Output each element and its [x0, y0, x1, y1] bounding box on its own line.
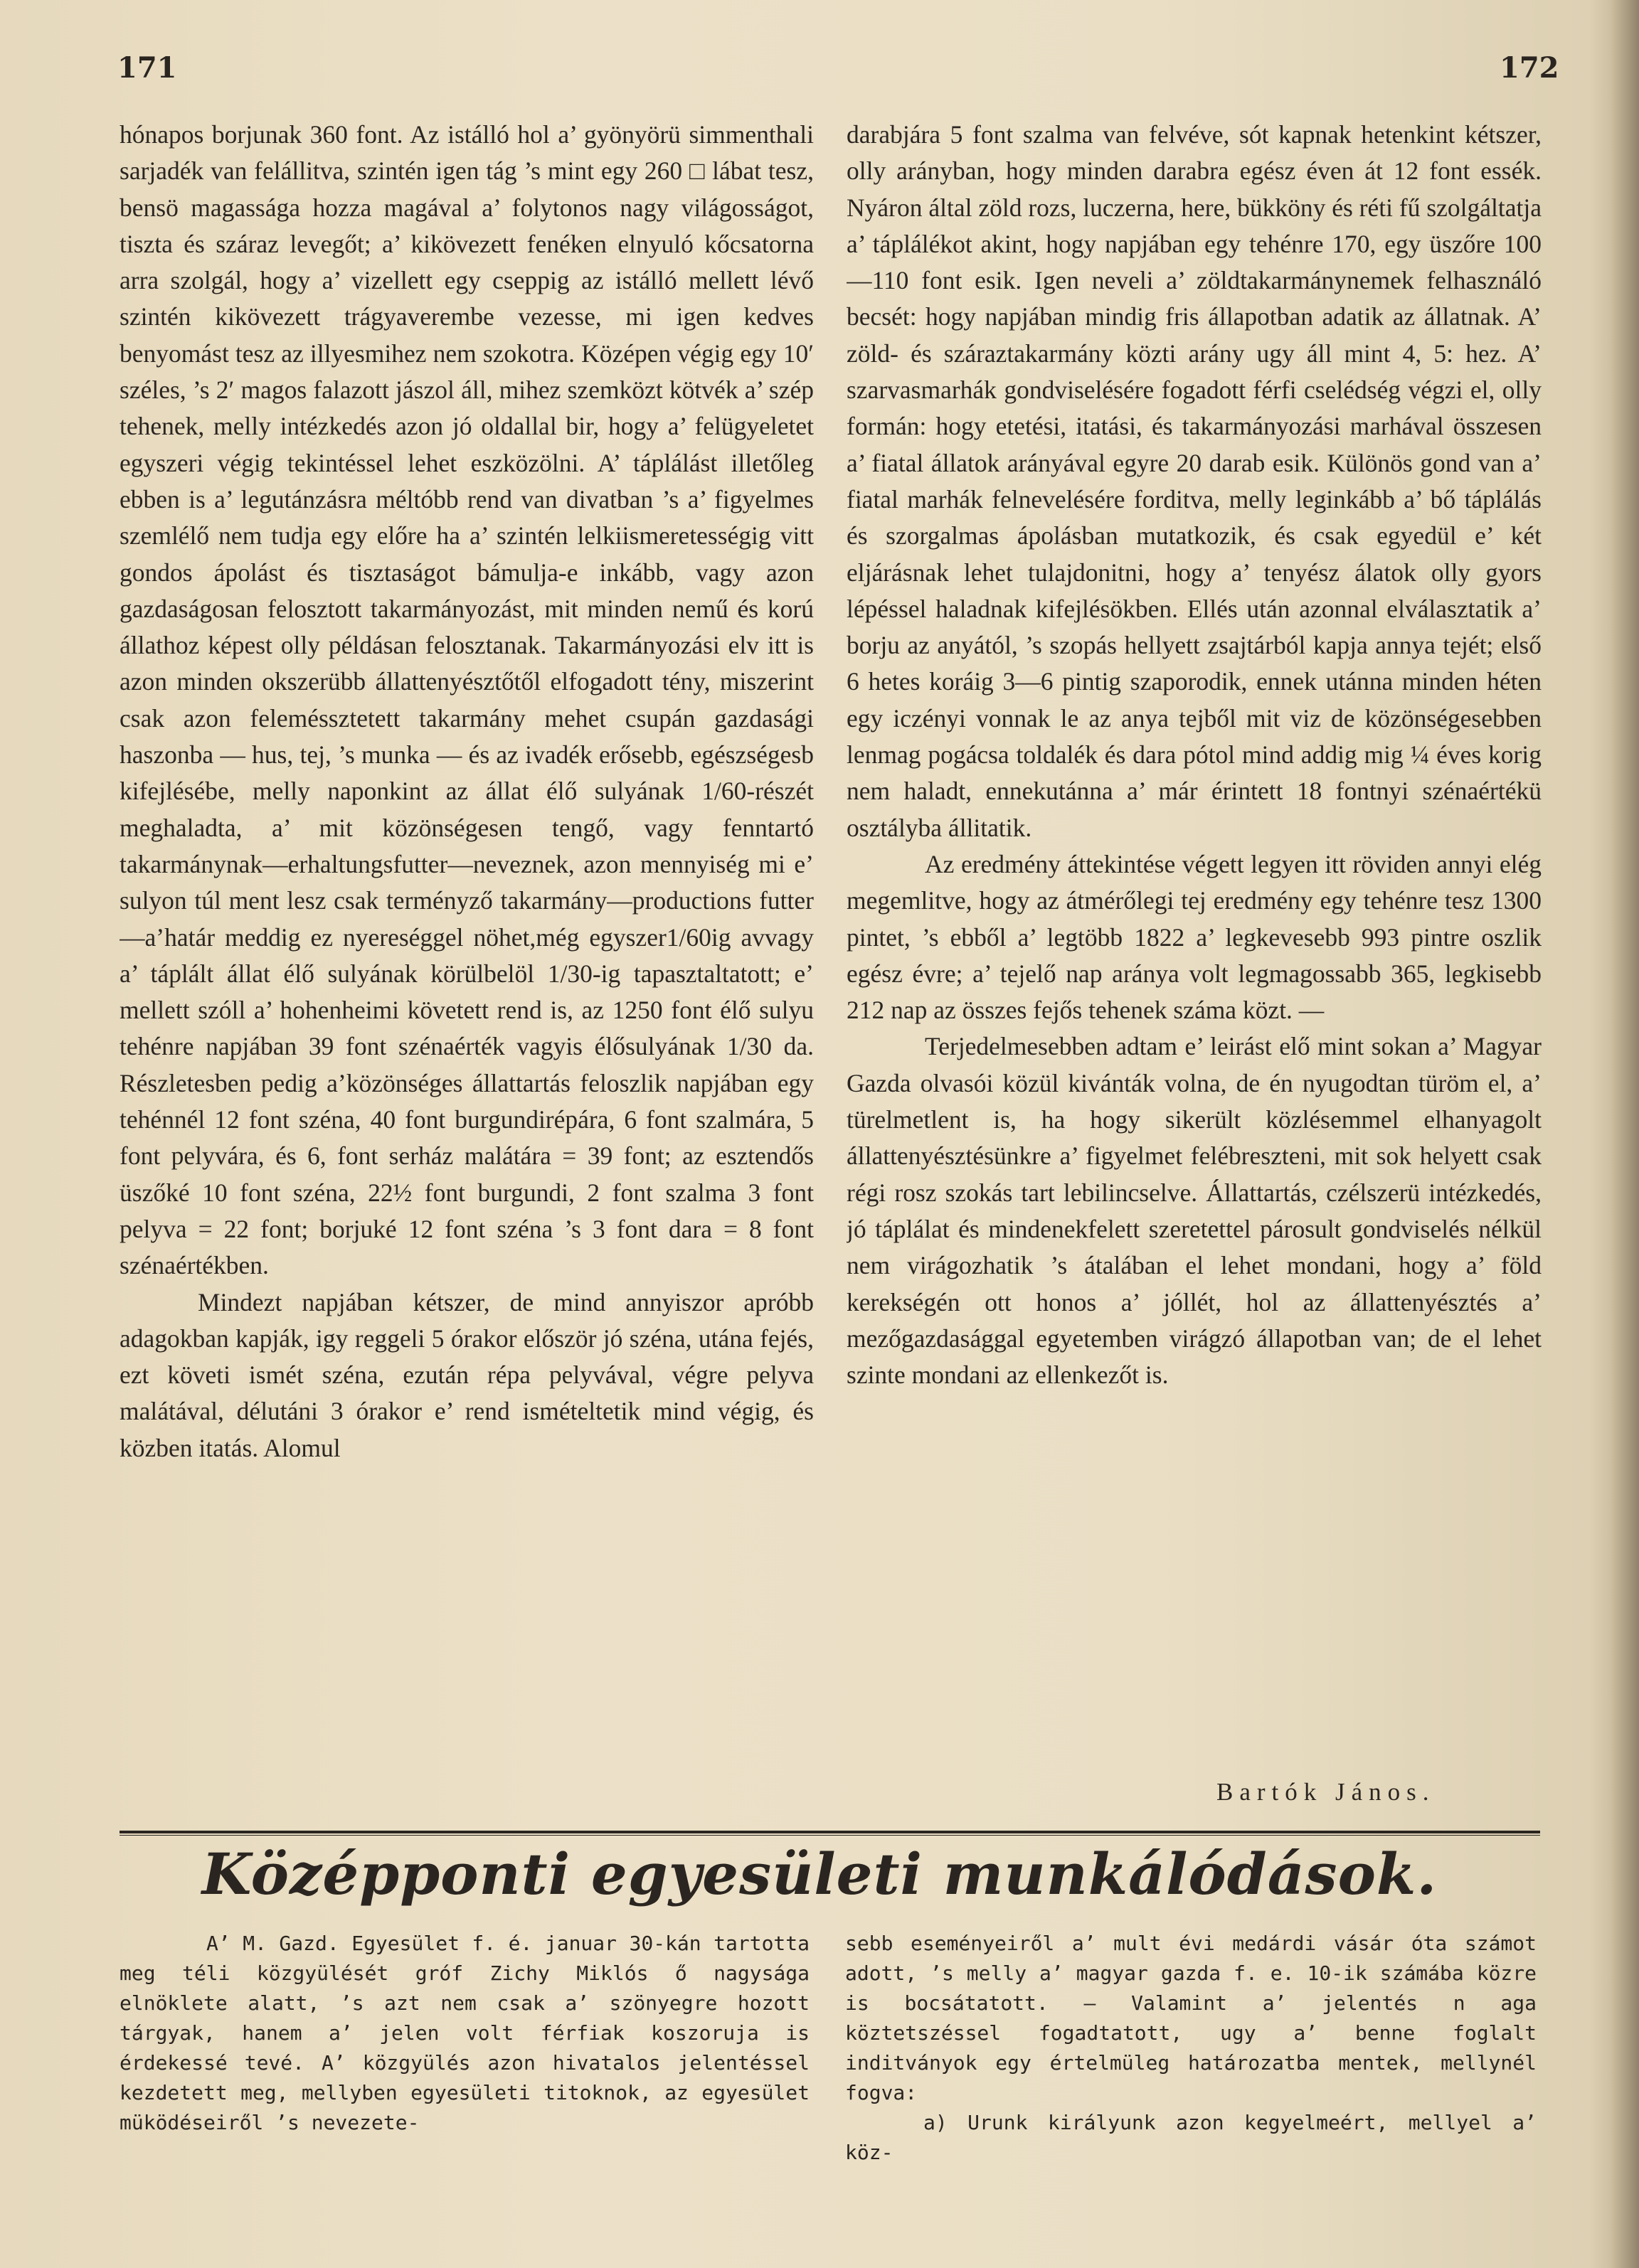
- bottom-left-column: [120, 1929, 810, 2138]
- left-column: [120, 117, 814, 1466]
- paragraph: hónapos borjunak 360 font. Az istálló hol a’ gyönyörü simmenthali sarjadék van felállitva, szintén igen tág ’s mint egy 260 □ lábat tesz, bensö magassága hozza magával a’ folytonos nagy világosságot, tiszta és száraz levegőt; a’ kikövezett fenéken elnyuló kőcsatorna arra szolgál, hogy a’ vizellett egy cseppig az istálló mellett lévő szintén kikövezett trágyaverembe vezesse, mi igen kedves benyomást tesz az illyesmihez nem szokotra. Középen végig egy 10′ széles, ’s 2′ magos falazott jászol áll, mihez szemközt kötvék a’ szép tehenek, melly intézkedés azon jó oldallal bir, hogy a’ felügyeletet egyszeri végig tekintéssel lehet eszközölni. A’ táplálást illetőleg ebben is a’ legutánzásra méltóbb rend van divatban ’s a’ figyelmes szemlélő nem tudja egy előre ha a’ szintén lelkiismeretességig vitt gondos ápolást és tisztaságot bámulja-e inkább, vagy azon gazdaságosan felosztott takarmányozást, mit minden nemű és korú állathoz képest olly példásan felosztanak. Takarmányozási elv itt is azon minden okszerübb állattenyésztőtől elfogadott tény, miszerint csak azon feleméssztetett takarmány mehet csupán gazdasági haszonba — hus, tej, ’s munka — és az ivadék erősebb, egészségesb kifejlésébe, melly naponkint az állat élő sulyának 1/60-részét meghaladta, a’ mit közönségesen tengő, vagy fenntartó takarmánynak—erhaltungsfutter—neveznek, azon mennyiség mi e’ sulyon túl ment lesz csak terményző takarmány—productions futter—a’határ meddig ez nyereséggel nöhet,még egyszer1/60ig avvagy a’ táplált állat élő sulyának körülbelöl 1/30-ig tapasztaltatott; e’ mellett szóll a’ hohenheimi követett rend is, az 1250 font élő sulyu tehénre napjában 39 font szénaérték vagyis élősulyának 1/30 da. Részletesben pedig a’közönséges állattartás feloszlik napjában egy tehénnél 12 font széna, 40 font burgundirépára, 6 font szalmára, 5 font pelyvára, és 6, font serház malátára = 39 font; az esztendős üszőké 10 font széna, 22½ font burgundi, 2 font szalma 3 font pelyva = 22 font; borjuké 12 font széna ’s 3 font dara = 8 font szénaértékben.: [120, 120, 814, 1280]
- section-heading: Középponti egyesületi munkálódások.: [201, 1841, 1438, 1907]
- list-item: a) Urunk királyunk azon kegyelmeért, mellyel a’ köz-: [845, 2111, 1537, 2164]
- right-column: [847, 117, 1542, 1393]
- section-divider-thin: [120, 1835, 1540, 1836]
- page-edge-shadow: [1611, 0, 1639, 2268]
- author-signature: Bartók János.: [1216, 1778, 1436, 1806]
- bottom-right-column: [845, 1929, 1537, 2168]
- paragraph: darabjára 5 font szalma van felvéve, sót kapnak hetenkint kétszer, olly arányban, hogy minden darabra egész éven át 12 font essék. Nyáron által zöld rozs, luczerna, here, bükköny és réti fű szolgáltatja a’ táplálékot akint, hogy napjában egy tehénre 170, egy üszőre 100—110 font esik. Igen neveli a’ zöldtakarmánynemek felhasználó becsét: hogy napjában mindig fris állapotban adatik az állatnak. A’ zöld- és száraztakarmány közti arány ugy áll mint 4, 5: hez. A’ szarvasmarhák gondviselésére fogadott férfi cselédség végzi el, olly formán: hogy etetési, itatási, és takarmányozási marhával összesen a’ fiatal állatok arányával egyre 20 darab esik. Különös gond van a’ fiatal marhák felnevelésére forditva, melly leginkább a’ bő táplálás és szorgalmas ápolásban mutatkozik, és csak egyedül e’ két eljárásnak lehet tulajdonitni, hogy a’ tenyész álatok olly gyors lépéssel haladnak kifejlésökben. Ellés után azonnal elválasztatik a’ borju az anyától, ’s szopás hellyett zsajtárból kapja annya tejét; első 6 hetes koráig 3—6 pintig szaporodik, ennek utánna minden héten egy iczényi vonnak le az anya tejből mit viz de közönségesebben lenmag pogácsa toldalék és dara pótol mind addig mig ¼ éves korig nem haladt, ennekutánna a’ már érintett 18 fontnyi szénaértékü osztályba állitatik.: [847, 120, 1542, 842]
- paragraph: sebb eseményeiről a’ mult évi medárdi vásár óta számot adott, ’s melly a’ magyar gazda f. e. 10-ik számába közre is bocsátatott. — Valamint a’ jelentés n aga köztetszéssel fogadtatott, ugy a’ benne foglalt inditványok egy értelmüleg határozatba mentek, mellynél fogva:: [845, 1932, 1537, 2104]
- paragraph: A’ M. Gazd. Egyesület f. é. januar 30-kán tartotta meg téli közgyülését gróf Zichy Miklós ő nagysága elnöklete alatt, ’s azt nem csak a’ szönyegre hozott tárgyak, hanem a’ jelen volt férfiak koszoruja is érdekessé tevé. A’ közgyülés azon hivatalos jelentéssel kezdetett meg, mellyben egyesületi titoknok, az egyesület müködéseiről ’s nevezete-: [120, 1932, 810, 2134]
- paragraph: Terjedelmesebben adtam e’ leirást elő mint sokan a’ Magyar Gazda olvasói közül kivánták volna, de én nyugodtan türöm el, a’ türelmetlent is, ha hogy sikerült közlésemmel elhanyagolt állattenyésztésünkre a’ figyelmet felébreszteni, mit sok helyett csak régi rosz szokás tart lebilincselve. Állattartás, czélszerü intézkedés, jó táplálat és mindenekfelett szeretettel párosult gondviselés nélkül nem virágozhatik ’s átalában el lehet mondani, hogy a’ föld kerekségén ott honos a’ jóllét, hol az állattenyésztés a’ mezőgazdasággal egyetemben virágzó állapotban van; de el lehet szinte mondani az ellenkezőt is.: [847, 1032, 1542, 1390]
- section-divider: [120, 1831, 1540, 1833]
- page-number-right: 172: [1500, 51, 1559, 85]
- page-number-left: 171: [117, 51, 177, 85]
- paragraph: Mindezt napjában kétszer, de mind annyiszor apróbb adagokban kapják, igy reggeli 5 órakor először jó széna, utána fejés, ezt követi ismét széna, ezután répa pelyvával, végre pelyva malátával, délutáni 3 órakor e’ rend ismételtetik mind végig, és közben itatás. Alomul: [120, 1287, 814, 1462]
- paragraph: Az eredmény áttekintése végett legyen itt röviden annyi elég megemlitve, hogy az átmérőlegi tej eredmény egy tehénre tesz 1300 pintet, ’s ebből a’ legtöbb 1822 a’ legkevesebb 993 pintre oszlik egész évre; a’ tejelő nap aránya volt legmagossabb 365, legkisebb 212 nap az összes fejős tehenek száma közt. —: [847, 849, 1542, 1025]
